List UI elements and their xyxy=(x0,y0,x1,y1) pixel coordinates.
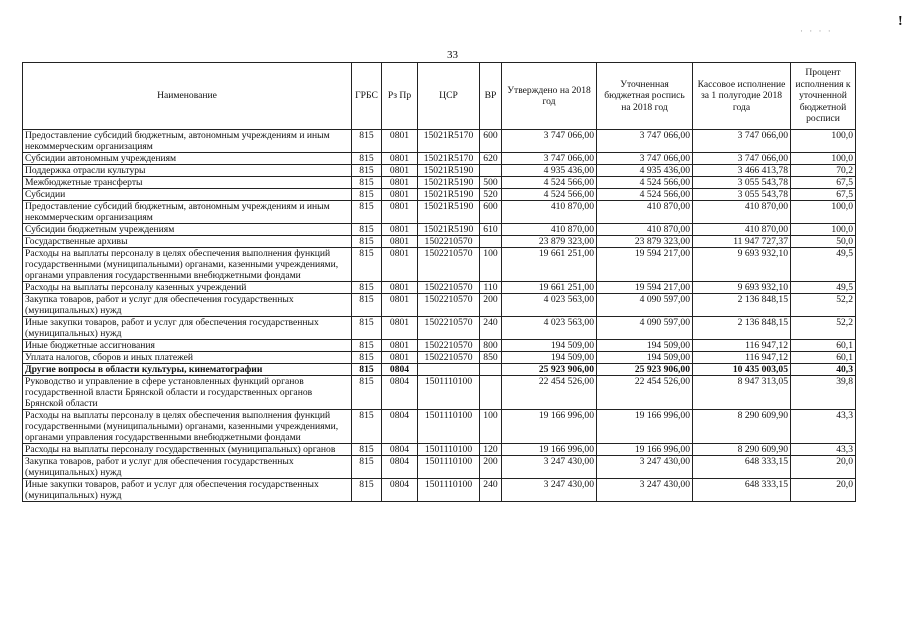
cell-vr: 600 xyxy=(480,201,502,224)
cell-csr: 15021R5170 xyxy=(418,153,480,165)
cell-cash: 3 055 543,78 xyxy=(693,177,791,189)
cell-percent: 20,0 xyxy=(791,479,856,502)
cell-grbs: 815 xyxy=(352,340,382,352)
cell-refined: 4 524 566,00 xyxy=(597,177,693,189)
cell-approved: 4 023 563,00 xyxy=(502,317,597,340)
cell-cash: 116 947,12 xyxy=(693,352,791,364)
cell-approved: 410 870,00 xyxy=(502,201,597,224)
col-header-percent: Процент исполнения к уточненной бюджетной росписи xyxy=(791,63,856,130)
cell-vr xyxy=(480,165,502,177)
cell-csr: 1501110100 xyxy=(418,444,480,456)
cell-csr: 1501110100 xyxy=(418,456,480,479)
cell-refined: 19 594 217,00 xyxy=(597,282,693,294)
cell-refined: 410 870,00 xyxy=(597,224,693,236)
cell-csr: 1502210570 xyxy=(418,282,480,294)
cell-refined: 194 509,00 xyxy=(597,340,693,352)
cell-refined: 4 090 597,00 xyxy=(597,294,693,317)
cell-cash: 116 947,12 xyxy=(693,340,791,352)
cell-vr: 120 xyxy=(480,444,502,456)
table-row xyxy=(23,294,856,317)
cell-csr: 1502210570 xyxy=(418,248,480,282)
cell-cash: 3 747 066,00 xyxy=(693,153,791,165)
cell-cash: 8 290 609,90 xyxy=(693,410,791,444)
cell-percent: 43,3 xyxy=(791,444,856,456)
cell-refined: 19 166 996,00 xyxy=(597,444,693,456)
cell-vr: 620 xyxy=(480,153,502,165)
header-row xyxy=(23,63,856,130)
cell-name: Иные закупки товаров, работ и услуг для обеспечения государственных (муниципальных) нужд xyxy=(23,479,352,502)
cell-vr: 200 xyxy=(480,294,502,317)
cell-cash: 3 747 066,00 xyxy=(693,130,791,153)
cell-name: Другие вопросы в области культуры, кинематографии xyxy=(23,364,352,376)
cell-cash: 3 055 543,78 xyxy=(693,189,791,201)
cell-approved: 4 935 436,00 xyxy=(502,165,597,177)
cell-refined: 25 923 906,00 xyxy=(597,364,693,376)
cell-name: Субсидии xyxy=(23,189,352,201)
cell-approved: 19 661 251,00 xyxy=(502,248,597,282)
cell-name: Субсидии бюджетным учреждениям xyxy=(23,224,352,236)
cell-rzpr: 0804 xyxy=(382,479,418,502)
table-row xyxy=(23,201,856,224)
table-row xyxy=(23,479,856,502)
cell-cash: 8 947 313,05 xyxy=(693,376,791,410)
cell-csr: 15021R5190 xyxy=(418,224,480,236)
cell-csr xyxy=(418,364,480,376)
col-header-csr: ЦСР xyxy=(418,63,480,130)
cell-csr: 1501110100 xyxy=(418,410,480,444)
cell-refined: 410 870,00 xyxy=(597,201,693,224)
cell-csr: 1502210570 xyxy=(418,340,480,352)
cell-percent: 49,5 xyxy=(791,282,856,294)
cell-percent: 50,0 xyxy=(791,236,856,248)
cell-vr: 100 xyxy=(480,248,502,282)
cell-vr: 800 xyxy=(480,340,502,352)
cell-vr: 610 xyxy=(480,224,502,236)
cell-approved: 3 747 066,00 xyxy=(502,153,597,165)
cell-refined: 3 747 066,00 xyxy=(597,130,693,153)
table-row xyxy=(23,165,856,177)
cell-vr: 520 xyxy=(480,189,502,201)
cell-approved: 194 509,00 xyxy=(502,340,597,352)
cell-refined: 3 247 430,00 xyxy=(597,479,693,502)
cell-grbs: 815 xyxy=(352,444,382,456)
table-row xyxy=(23,236,856,248)
cell-cash: 410 870,00 xyxy=(693,224,791,236)
cell-refined: 22 454 526,00 xyxy=(597,376,693,410)
cell-grbs: 815 xyxy=(352,456,382,479)
cell-grbs: 815 xyxy=(352,130,382,153)
cell-approved: 22 454 526,00 xyxy=(502,376,597,410)
cell-grbs: 815 xyxy=(352,189,382,201)
cell-approved: 4 524 566,00 xyxy=(502,177,597,189)
cell-rzpr: 0801 xyxy=(382,224,418,236)
cell-grbs: 815 xyxy=(352,364,382,376)
cell-name: Иные бюджетные ассигнования xyxy=(23,340,352,352)
budget-table xyxy=(22,62,856,502)
cell-grbs: 815 xyxy=(352,177,382,189)
cell-approved: 4 524 566,00 xyxy=(502,189,597,201)
cell-rzpr: 0801 xyxy=(382,177,418,189)
cell-name: Закупка товаров, работ и услуг для обеспечения государственных (муниципальных) нужд xyxy=(23,294,352,317)
cell-rzpr: 0801 xyxy=(382,248,418,282)
table-row xyxy=(23,153,856,165)
cell-percent: 100,0 xyxy=(791,201,856,224)
cell-grbs: 815 xyxy=(352,282,382,294)
col-header-approved: Утверждено на 2018 год xyxy=(502,63,597,130)
cell-cash: 8 290 609,90 xyxy=(693,444,791,456)
cell-name: Расходы на выплаты персоналу казенных учреждений xyxy=(23,282,352,294)
cell-rzpr: 0804 xyxy=(382,410,418,444)
cell-approved: 23 879 323,00 xyxy=(502,236,597,248)
cell-name: Государственные архивы xyxy=(23,236,352,248)
cell-approved: 19 661 251,00 xyxy=(502,282,597,294)
cell-cash: 9 693 932,10 xyxy=(693,282,791,294)
cell-approved: 25 923 906,00 xyxy=(502,364,597,376)
table-row xyxy=(23,444,856,456)
cell-approved: 3 247 430,00 xyxy=(502,456,597,479)
cell-cash: 11 947 727,37 xyxy=(693,236,791,248)
cell-name: Поддержка отрасли культуры xyxy=(23,165,352,177)
cell-name: Расходы на выплаты персоналу государственных (муниципальных) органов xyxy=(23,444,352,456)
cell-rzpr: 0801 xyxy=(382,282,418,294)
page-number: 33 xyxy=(447,49,458,61)
cell-cash: 9 693 932,10 xyxy=(693,248,791,282)
cell-approved: 410 870,00 xyxy=(502,224,597,236)
cell-rzpr: 0801 xyxy=(382,165,418,177)
cell-cash: 10 435 003,05 xyxy=(693,364,791,376)
corner-mark: ! xyxy=(898,14,903,29)
cell-percent: 20,0 xyxy=(791,456,856,479)
cell-csr: 15021R5190 xyxy=(418,165,480,177)
table-row xyxy=(23,224,856,236)
cell-percent: 49,5 xyxy=(791,248,856,282)
cell-grbs: 815 xyxy=(352,201,382,224)
cell-rzpr: 0801 xyxy=(382,236,418,248)
cell-rzpr: 0801 xyxy=(382,201,418,224)
cell-name: Закупка товаров, работ и услуг для обеспечения государственных (муниципальных) нужд xyxy=(23,456,352,479)
cell-refined: 4 935 436,00 xyxy=(597,165,693,177)
scan-dots: · · · · xyxy=(800,26,833,36)
cell-grbs: 815 xyxy=(352,410,382,444)
cell-rzpr: 0801 xyxy=(382,153,418,165)
cell-percent: 60,1 xyxy=(791,352,856,364)
cell-grbs: 815 xyxy=(352,153,382,165)
cell-refined: 3 247 430,00 xyxy=(597,456,693,479)
cell-vr: 200 xyxy=(480,456,502,479)
table-row xyxy=(23,376,856,410)
table-row xyxy=(23,410,856,444)
cell-csr: 1502210570 xyxy=(418,317,480,340)
cell-grbs: 815 xyxy=(352,224,382,236)
cell-percent: 52,2 xyxy=(791,294,856,317)
cell-approved: 19 166 996,00 xyxy=(502,444,597,456)
table-row xyxy=(23,282,856,294)
cell-rzpr: 0801 xyxy=(382,189,418,201)
cell-vr: 100 xyxy=(480,410,502,444)
cell-name: Уплата налогов, сборов и иных платежей xyxy=(23,352,352,364)
cell-rzpr: 0804 xyxy=(382,376,418,410)
cell-grbs: 815 xyxy=(352,236,382,248)
table-row xyxy=(23,364,856,376)
table-row xyxy=(23,130,856,153)
cell-cash: 3 466 413,78 xyxy=(693,165,791,177)
cell-refined: 19 594 217,00 xyxy=(597,248,693,282)
cell-rzpr: 0801 xyxy=(382,340,418,352)
cell-name: Предоставление субсидий бюджетным, автономным учреждениям и иным некоммерческим организациям xyxy=(23,201,352,224)
table-row xyxy=(23,456,856,479)
cell-csr: 15021R5170 xyxy=(418,130,480,153)
cell-approved: 194 509,00 xyxy=(502,352,597,364)
cell-percent: 100,0 xyxy=(791,130,856,153)
cell-percent: 43,3 xyxy=(791,410,856,444)
cell-cash: 648 333,15 xyxy=(693,479,791,502)
cell-rzpr: 0801 xyxy=(382,317,418,340)
table-row xyxy=(23,352,856,364)
cell-name: Расходы на выплаты персоналу в целях обеспечения выполнения функций государственными (муниципальными) органами, казенными учреждениями, органами управления государственными внебюджетными фондами xyxy=(23,248,352,282)
cell-vr: 240 xyxy=(480,479,502,502)
cell-grbs: 815 xyxy=(352,294,382,317)
table-row xyxy=(23,189,856,201)
cell-approved: 4 023 563,00 xyxy=(502,294,597,317)
col-header-rzpr: Рз Пр xyxy=(382,63,418,130)
cell-approved: 3 247 430,00 xyxy=(502,479,597,502)
cell-vr: 600 xyxy=(480,130,502,153)
cell-rzpr: 0804 xyxy=(382,364,418,376)
cell-percent: 100,0 xyxy=(791,153,856,165)
col-header-cash: Кассовое исполнение за 1 полугодие 2018 года xyxy=(693,63,791,130)
cell-percent: 52,2 xyxy=(791,317,856,340)
cell-refined: 4 524 566,00 xyxy=(597,189,693,201)
cell-percent: 40,3 xyxy=(791,364,856,376)
cell-csr: 1502210570 xyxy=(418,294,480,317)
cell-percent: 70,2 xyxy=(791,165,856,177)
cell-percent: 67,5 xyxy=(791,189,856,201)
cell-vr xyxy=(480,364,502,376)
cell-vr: 240 xyxy=(480,317,502,340)
col-header-name: Наименование xyxy=(23,63,352,130)
cell-csr: 15021R5190 xyxy=(418,201,480,224)
cell-vr xyxy=(480,236,502,248)
cell-refined: 23 879 323,00 xyxy=(597,236,693,248)
cell-grbs: 815 xyxy=(352,376,382,410)
cell-csr: 1501110100 xyxy=(418,376,480,410)
cell-csr: 1501110100 xyxy=(418,479,480,502)
cell-cash: 648 333,15 xyxy=(693,456,791,479)
cell-name: Межбюджетные трансферты xyxy=(23,177,352,189)
cell-csr: 15021R5190 xyxy=(418,177,480,189)
cell-grbs: 815 xyxy=(352,165,382,177)
cell-cash: 2 136 848,15 xyxy=(693,317,791,340)
cell-refined: 4 090 597,00 xyxy=(597,317,693,340)
cell-name: Субсидии автономным учреждениям xyxy=(23,153,352,165)
cell-rzpr: 0801 xyxy=(382,294,418,317)
cell-approved: 3 747 066,00 xyxy=(502,130,597,153)
cell-approved: 19 166 996,00 xyxy=(502,410,597,444)
cell-percent: 100,0 xyxy=(791,224,856,236)
cell-grbs: 815 xyxy=(352,317,382,340)
cell-rzpr: 0801 xyxy=(382,352,418,364)
cell-rzpr: 0804 xyxy=(382,456,418,479)
cell-name: Руководство и управление в сфере установленных функций органов государственной власти Брянской области и государственных органов Брянской области xyxy=(23,376,352,410)
cell-refined: 194 509,00 xyxy=(597,352,693,364)
cell-name: Иные закупки товаров, работ и услуг для обеспечения государственных (муниципальных) нужд xyxy=(23,317,352,340)
cell-percent: 60,1 xyxy=(791,340,856,352)
cell-csr: 1502210570 xyxy=(418,352,480,364)
cell-rzpr: 0801 xyxy=(382,130,418,153)
cell-grbs: 815 xyxy=(352,352,382,364)
col-header-refined: Уточненная бюджетная роспись на 2018 год xyxy=(597,63,693,130)
cell-percent: 67,5 xyxy=(791,177,856,189)
cell-vr xyxy=(480,376,502,410)
cell-csr: 1502210570 xyxy=(418,236,480,248)
cell-vr: 850 xyxy=(480,352,502,364)
col-header-vr: ВР xyxy=(480,63,502,130)
cell-cash: 410 870,00 xyxy=(693,201,791,224)
cell-grbs: 815 xyxy=(352,248,382,282)
cell-csr: 15021R5190 xyxy=(418,189,480,201)
table-body xyxy=(23,130,856,502)
cell-vr: 110 xyxy=(480,282,502,294)
cell-percent: 39,8 xyxy=(791,376,856,410)
cell-rzpr: 0804 xyxy=(382,444,418,456)
cell-name: Предоставление субсидий бюджетным, автономным учреждениям и иным некоммерческим организациям xyxy=(23,130,352,153)
cell-refined: 3 747 066,00 xyxy=(597,153,693,165)
col-header-grbs: ГРБС xyxy=(352,63,382,130)
table-row xyxy=(23,340,856,352)
cell-refined: 19 166 996,00 xyxy=(597,410,693,444)
table-row xyxy=(23,248,856,282)
table-row xyxy=(23,317,856,340)
cell-name: Расходы на выплаты персоналу в целях обеспечения выполнения функций государственными (муниципальными) органами, казенными учреждениями, органами управления государственными внебюджетными фондами xyxy=(23,410,352,444)
cell-grbs: 815 xyxy=(352,479,382,502)
cell-cash: 2 136 848,15 xyxy=(693,294,791,317)
table-row xyxy=(23,177,856,189)
cell-vr: 500 xyxy=(480,177,502,189)
